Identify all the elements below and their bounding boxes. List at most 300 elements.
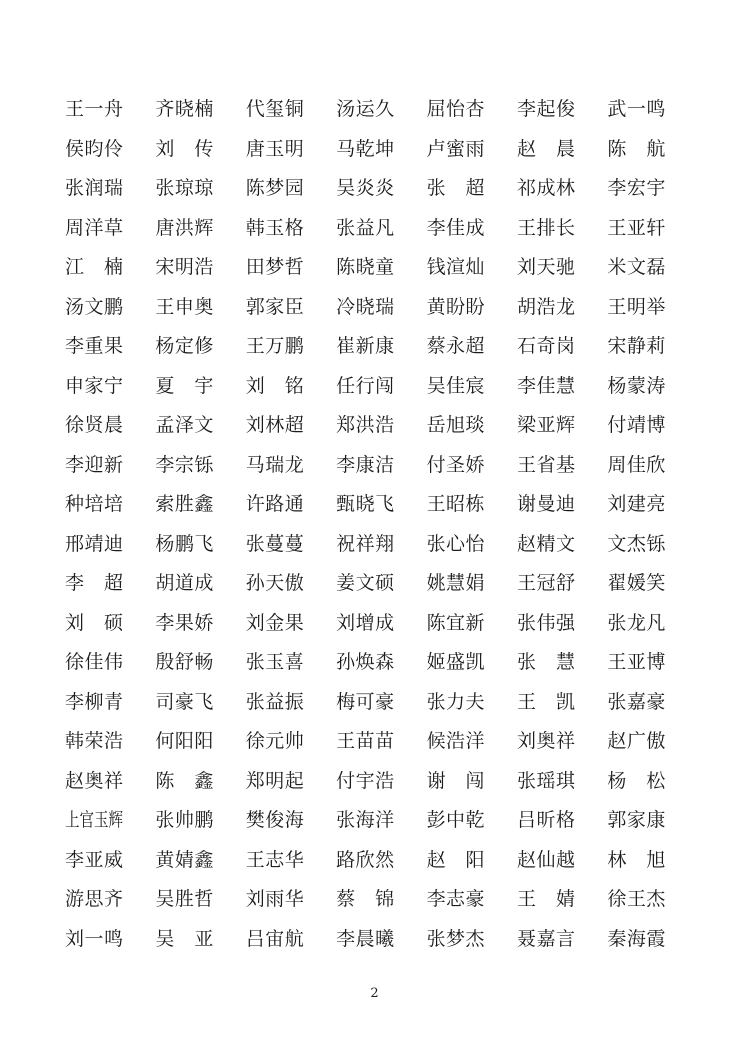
name-cell: [336, 90, 426, 130]
person-name: 刘一鸣: [65, 927, 123, 950]
person-name: 唐玉明: [245, 137, 304, 160]
person-name: 石奇岗: [516, 335, 575, 358]
name-cell: [607, 209, 697, 249]
person-name: 江楠: [65, 256, 123, 279]
name-cell: [427, 485, 517, 525]
name-cell: [517, 920, 607, 960]
name-cell: [336, 485, 426, 525]
person-name: 姜文硕: [336, 572, 395, 595]
person-name: 冷晓瑞: [336, 295, 395, 318]
person-name: 刘增成: [336, 611, 395, 634]
name-cell: [155, 683, 245, 723]
person-name: 梁亚辉: [516, 414, 575, 437]
person-name: 张力夫: [426, 690, 485, 713]
person-name: 王万鹏: [245, 335, 304, 358]
name-cell: [336, 920, 426, 960]
name-cell: [155, 90, 245, 130]
name-cell: [607, 683, 697, 723]
person-name: 王亚轩: [607, 216, 666, 239]
name-cell: [517, 130, 607, 170]
person-name: 岳旭琰: [426, 414, 485, 437]
person-name: 宋静莉: [607, 335, 666, 358]
name-cell: [336, 564, 426, 604]
person-name: 李亚威: [65, 848, 123, 871]
person-name: 张龙凡: [607, 611, 666, 634]
name-cell: [246, 604, 336, 644]
page-number: 2: [370, 986, 379, 1001]
person-name: 樊俊海: [245, 809, 304, 832]
person-name: 赵仙越: [516, 848, 575, 871]
name-cell: [65, 525, 155, 565]
person-name: 李起俊: [516, 98, 575, 121]
person-name: 吴佳宸: [426, 374, 485, 397]
person-name: 付宇浩: [336, 769, 395, 792]
name-cell: [336, 722, 426, 762]
name-grid: [65, 90, 698, 959]
name-cell: [246, 762, 336, 802]
person-name: 刘金果: [245, 611, 304, 634]
person-name: 王凯: [516, 690, 575, 713]
name-cell: [155, 525, 245, 565]
person-name: 陈梦园: [245, 177, 304, 200]
person-name: 周佳欣: [607, 453, 666, 476]
person-name: 任行闯: [336, 374, 395, 397]
name-cell: [336, 880, 426, 920]
person-name: 王省基: [516, 453, 575, 476]
name-cell: [155, 248, 245, 288]
name-cell: [155, 169, 245, 209]
name-cell: [517, 485, 607, 525]
name-cell: [607, 485, 697, 525]
person-name: 徐元帅: [245, 730, 304, 753]
person-name: 蔡锦: [336, 888, 395, 911]
person-name: 王志华: [245, 848, 304, 871]
person-name: 徐贤晨: [65, 414, 123, 437]
name-cell: [427, 604, 517, 644]
person-name: 申家宁: [65, 374, 123, 397]
name-cell: [155, 604, 245, 644]
name-cell: [155, 920, 245, 960]
name-cell: [246, 485, 336, 525]
person-name: 钱渲灿: [426, 256, 485, 279]
person-name: 郭家臣: [245, 295, 304, 318]
person-name: 李康洁: [336, 453, 395, 476]
name-cell: [607, 288, 697, 328]
name-cell: [65, 327, 155, 367]
name-cell: [246, 683, 336, 723]
person-name: 陈宜新: [426, 611, 485, 634]
name-cell: [65, 406, 155, 446]
name-cell: [336, 801, 426, 841]
name-cell: [607, 525, 697, 565]
person-name: 刘建亮: [607, 493, 666, 516]
person-name: 吴亚: [155, 927, 214, 950]
name-cell: [427, 169, 517, 209]
name-cell: [246, 288, 336, 328]
person-name: 吕昕格: [516, 809, 575, 832]
person-name: 张瑶琪: [516, 769, 575, 792]
person-name: 翟媛笑: [607, 572, 666, 595]
name-cell: [517, 801, 607, 841]
name-cell: [336, 327, 426, 367]
person-name: 张润瑞: [65, 177, 123, 200]
person-name: 孟泽文: [155, 414, 214, 437]
person-name: 张蔓蔓: [245, 532, 304, 555]
person-name: 陈航: [607, 137, 666, 160]
person-name: 李志豪: [426, 888, 485, 911]
person-name: 张玉喜: [245, 651, 304, 674]
person-name: 王明举: [607, 295, 666, 318]
name-cell: [517, 90, 607, 130]
name-cell: [155, 209, 245, 249]
person-name: 赵广傲: [607, 730, 666, 753]
person-name: 张益振: [245, 690, 304, 713]
person-name: 李果娇: [155, 611, 214, 634]
name-cell: [65, 880, 155, 920]
name-cell: [65, 604, 155, 644]
name-cell: [336, 683, 426, 723]
name-cell: [336, 446, 426, 486]
name-cell: [155, 406, 245, 446]
name-cell: [336, 525, 426, 565]
person-name: 杨定修: [155, 335, 214, 358]
person-name: 郭家康: [607, 809, 666, 832]
person-name: 屈怡杏: [426, 98, 485, 121]
name-cell: [65, 446, 155, 486]
name-cell: [517, 762, 607, 802]
person-name: 李迎新: [65, 453, 123, 476]
person-name: 夏宇: [155, 374, 214, 397]
person-name: 马瑞龙: [245, 453, 304, 476]
name-cell: [65, 564, 155, 604]
person-name: 徐王杰: [607, 888, 666, 911]
name-cell: [246, 130, 336, 170]
name-cell: [336, 841, 426, 881]
person-name: 杨蒙涛: [607, 374, 666, 397]
person-name: 崔新康: [336, 335, 395, 358]
name-cell: [607, 880, 697, 920]
name-cell: [607, 327, 697, 367]
name-cell: [65, 130, 155, 170]
person-name: 李重果: [65, 335, 123, 358]
name-cell: [517, 722, 607, 762]
name-cell: [607, 722, 697, 762]
person-name: 张帅鹏: [155, 809, 214, 832]
name-cell: [427, 327, 517, 367]
person-name: 李柳青: [65, 690, 123, 713]
person-name: 付靖博: [607, 414, 666, 437]
person-name: 梅可豪: [336, 690, 395, 713]
person-name: 唐洪辉: [155, 216, 214, 239]
name-cell: [246, 169, 336, 209]
person-name: 祁成林: [516, 177, 575, 200]
person-name: 付圣娇: [426, 453, 485, 476]
name-cell: [155, 446, 245, 486]
person-name: 索胜鑫: [155, 493, 214, 516]
name-cell: [427, 130, 517, 170]
name-cell: [336, 406, 426, 446]
name-cell: [246, 367, 336, 407]
name-cell: [427, 248, 517, 288]
person-name: 侯昀伶: [65, 137, 123, 160]
name-cell: [517, 406, 607, 446]
person-name: 王苗苗: [336, 730, 395, 753]
name-cell: [336, 762, 426, 802]
person-name: 周洋草: [65, 216, 123, 239]
person-name: 王冠舒: [516, 572, 575, 595]
name-cell: [517, 209, 607, 249]
person-name: 姬盛凯: [426, 651, 485, 674]
person-name: 刘林超: [245, 414, 304, 437]
person-name: 陈鑫: [155, 769, 214, 792]
person-name: 王一舟: [65, 98, 123, 121]
name-cell: [607, 446, 697, 486]
name-cell: [607, 367, 697, 407]
name-cell: [155, 880, 245, 920]
name-cell: [65, 762, 155, 802]
name-cell: [155, 367, 245, 407]
name-cell: [65, 683, 155, 723]
name-cell: [246, 446, 336, 486]
name-cell: [427, 525, 517, 565]
person-name: 杨鹏飞: [155, 532, 214, 555]
person-name: 赵奥祥: [65, 769, 123, 792]
name-cell: [517, 367, 607, 407]
name-cell: [517, 525, 607, 565]
person-name: 张梦杰: [426, 927, 485, 950]
name-cell: [246, 209, 336, 249]
name-cell: [607, 90, 697, 130]
name-cell: [155, 643, 245, 683]
name-cell: [65, 169, 155, 209]
person-name: 齐晓楠: [155, 98, 214, 121]
name-cell: [607, 762, 697, 802]
person-name: 种培培: [65, 493, 123, 516]
person-name: 宋明浩: [155, 256, 214, 279]
person-name: 张益凡: [336, 216, 395, 239]
person-name: 赵晨: [516, 137, 575, 160]
person-name: 上官玉辉: [65, 809, 123, 832]
person-name: 林旭: [607, 848, 666, 871]
person-name: 张海洋: [336, 809, 395, 832]
name-cell: [336, 604, 426, 644]
person-name: 孙焕森: [336, 651, 395, 674]
person-name: 杨松: [607, 769, 666, 792]
name-cell: [65, 841, 155, 881]
person-name: 韩玉格: [245, 216, 304, 239]
name-cell: [246, 564, 336, 604]
name-cell: [155, 130, 245, 170]
person-name: 米文磊: [607, 256, 666, 279]
person-name: 祝祥翔: [336, 532, 395, 555]
name-cell: [65, 801, 155, 841]
person-name: 刘硕: [65, 611, 123, 634]
person-name: 候浩洋: [426, 730, 485, 753]
name-cell: [155, 841, 245, 881]
name-cell: [246, 722, 336, 762]
person-name: 郑洪浩: [336, 414, 395, 437]
name-cell: [246, 525, 336, 565]
name-cell: [65, 722, 155, 762]
person-name: 刘天驰: [516, 256, 575, 279]
name-cell: [427, 762, 517, 802]
name-cell: [427, 880, 517, 920]
name-cell: [427, 90, 517, 130]
name-cell: [246, 406, 336, 446]
person-name: 甄晓飞: [336, 493, 395, 516]
person-name: 蔡永超: [426, 335, 485, 358]
name-cell: [607, 564, 697, 604]
person-name: 田梦哲: [245, 256, 304, 279]
name-cell: [607, 920, 697, 960]
person-name: 武一鸣: [607, 98, 666, 121]
name-cell: [517, 604, 607, 644]
person-name: 赵精文: [516, 532, 575, 555]
person-name: 秦海霞: [607, 927, 666, 950]
name-cell: [517, 564, 607, 604]
person-name: 胡浩龙: [516, 295, 575, 318]
person-name: 李晨曦: [336, 927, 395, 950]
person-name: 何阳阳: [155, 730, 214, 753]
person-name: 彭中乾: [426, 809, 485, 832]
name-cell: [246, 248, 336, 288]
name-cell: [427, 446, 517, 486]
person-name: 马乾坤: [336, 137, 395, 160]
person-name: 代玺铜: [245, 98, 304, 121]
name-cell: [246, 801, 336, 841]
person-name: 李佳慧: [516, 374, 575, 397]
name-cell: [336, 367, 426, 407]
name-cell: [246, 920, 336, 960]
person-name: 陈晓童: [336, 256, 395, 279]
name-cell: [65, 248, 155, 288]
person-name: 吕宙航: [245, 927, 304, 950]
person-name: 徐佳伟: [65, 651, 123, 674]
name-cell: [155, 288, 245, 328]
name-cell: [427, 564, 517, 604]
name-cell: [65, 920, 155, 960]
name-cell: [65, 367, 155, 407]
name-cell: [607, 643, 697, 683]
name-cell: [65, 485, 155, 525]
person-name: 张嘉豪: [607, 690, 666, 713]
person-name: 郑明起: [245, 769, 304, 792]
person-name: 聂嘉言: [516, 927, 575, 950]
person-name: 李超: [65, 572, 123, 595]
person-name: 黄婧鑫: [155, 848, 214, 871]
person-name: 韩荣浩: [65, 730, 123, 753]
name-cell: [155, 327, 245, 367]
name-cell: [607, 841, 697, 881]
person-name: 李宏宇: [607, 177, 666, 200]
name-cell: [517, 880, 607, 920]
person-name: 李宗铄: [155, 453, 214, 476]
person-name: 卢蜜雨: [426, 137, 485, 160]
name-cell: [155, 762, 245, 802]
name-cell: [427, 367, 517, 407]
name-cell: [65, 643, 155, 683]
person-name: 张心怡: [426, 532, 485, 555]
person-name: 刘雨华: [245, 888, 304, 911]
name-cell: [427, 722, 517, 762]
name-cell: [427, 643, 517, 683]
name-cell: [246, 643, 336, 683]
person-name: 司豪飞: [155, 690, 214, 713]
name-cell: [155, 485, 245, 525]
name-cell: [517, 841, 607, 881]
person-name: 张慧: [516, 651, 575, 674]
person-name: 殷舒畅: [155, 651, 214, 674]
person-name: 汤文鹏: [65, 295, 123, 318]
person-name: 谢闯: [426, 769, 485, 792]
person-name: 王排长: [516, 216, 575, 239]
person-name: 胡道成: [155, 572, 214, 595]
name-cell: [65, 90, 155, 130]
person-name: 吴胜哲: [155, 888, 214, 911]
name-cell: [155, 801, 245, 841]
name-cell: [155, 722, 245, 762]
name-cell: [336, 130, 426, 170]
name-cell: [607, 248, 697, 288]
name-cell: [246, 90, 336, 130]
person-name: 刘铭: [245, 374, 304, 397]
person-name: 张超: [426, 177, 485, 200]
name-cell: [517, 169, 607, 209]
name-cell: [607, 801, 697, 841]
name-cell: [517, 288, 607, 328]
name-cell: [336, 643, 426, 683]
name-cell: [336, 288, 426, 328]
name-cell: [155, 564, 245, 604]
name-cell: [427, 841, 517, 881]
person-name: 王亚博: [607, 651, 666, 674]
name-cell: [427, 920, 517, 960]
person-name: 黄盼盼: [426, 295, 485, 318]
person-name: 王申奥: [155, 295, 214, 318]
name-cell: [65, 209, 155, 249]
person-name: 汤运久: [336, 98, 395, 121]
name-cell: [517, 327, 607, 367]
person-name: 许路通: [245, 493, 304, 516]
name-cell: [427, 406, 517, 446]
name-cell: [427, 801, 517, 841]
person-name: 路欣然: [336, 848, 395, 871]
person-name: 谢曼迪: [516, 493, 575, 516]
person-name: 王昭栋: [426, 493, 485, 516]
name-cell: [336, 169, 426, 209]
person-name: 文杰铄: [607, 532, 666, 555]
name-cell: [427, 683, 517, 723]
person-name: 姚慧娟: [426, 572, 485, 595]
person-name: 刘奥祥: [516, 730, 575, 753]
person-name: 张伟强: [516, 611, 575, 634]
person-name: 王婧: [516, 888, 575, 911]
name-cell: [517, 643, 607, 683]
name-cell: [607, 169, 697, 209]
name-cell: [246, 841, 336, 881]
person-name: 刘传: [155, 137, 214, 160]
name-cell: [336, 209, 426, 249]
name-cell: [517, 683, 607, 723]
name-cell: [246, 880, 336, 920]
name-cell: [427, 288, 517, 328]
name-cell: [607, 406, 697, 446]
person-name: 邢靖迪: [65, 532, 123, 555]
name-cell: [607, 604, 697, 644]
person-name: 李佳成: [426, 216, 485, 239]
person-name: 孙天傲: [245, 572, 304, 595]
name-cell: [607, 130, 697, 170]
